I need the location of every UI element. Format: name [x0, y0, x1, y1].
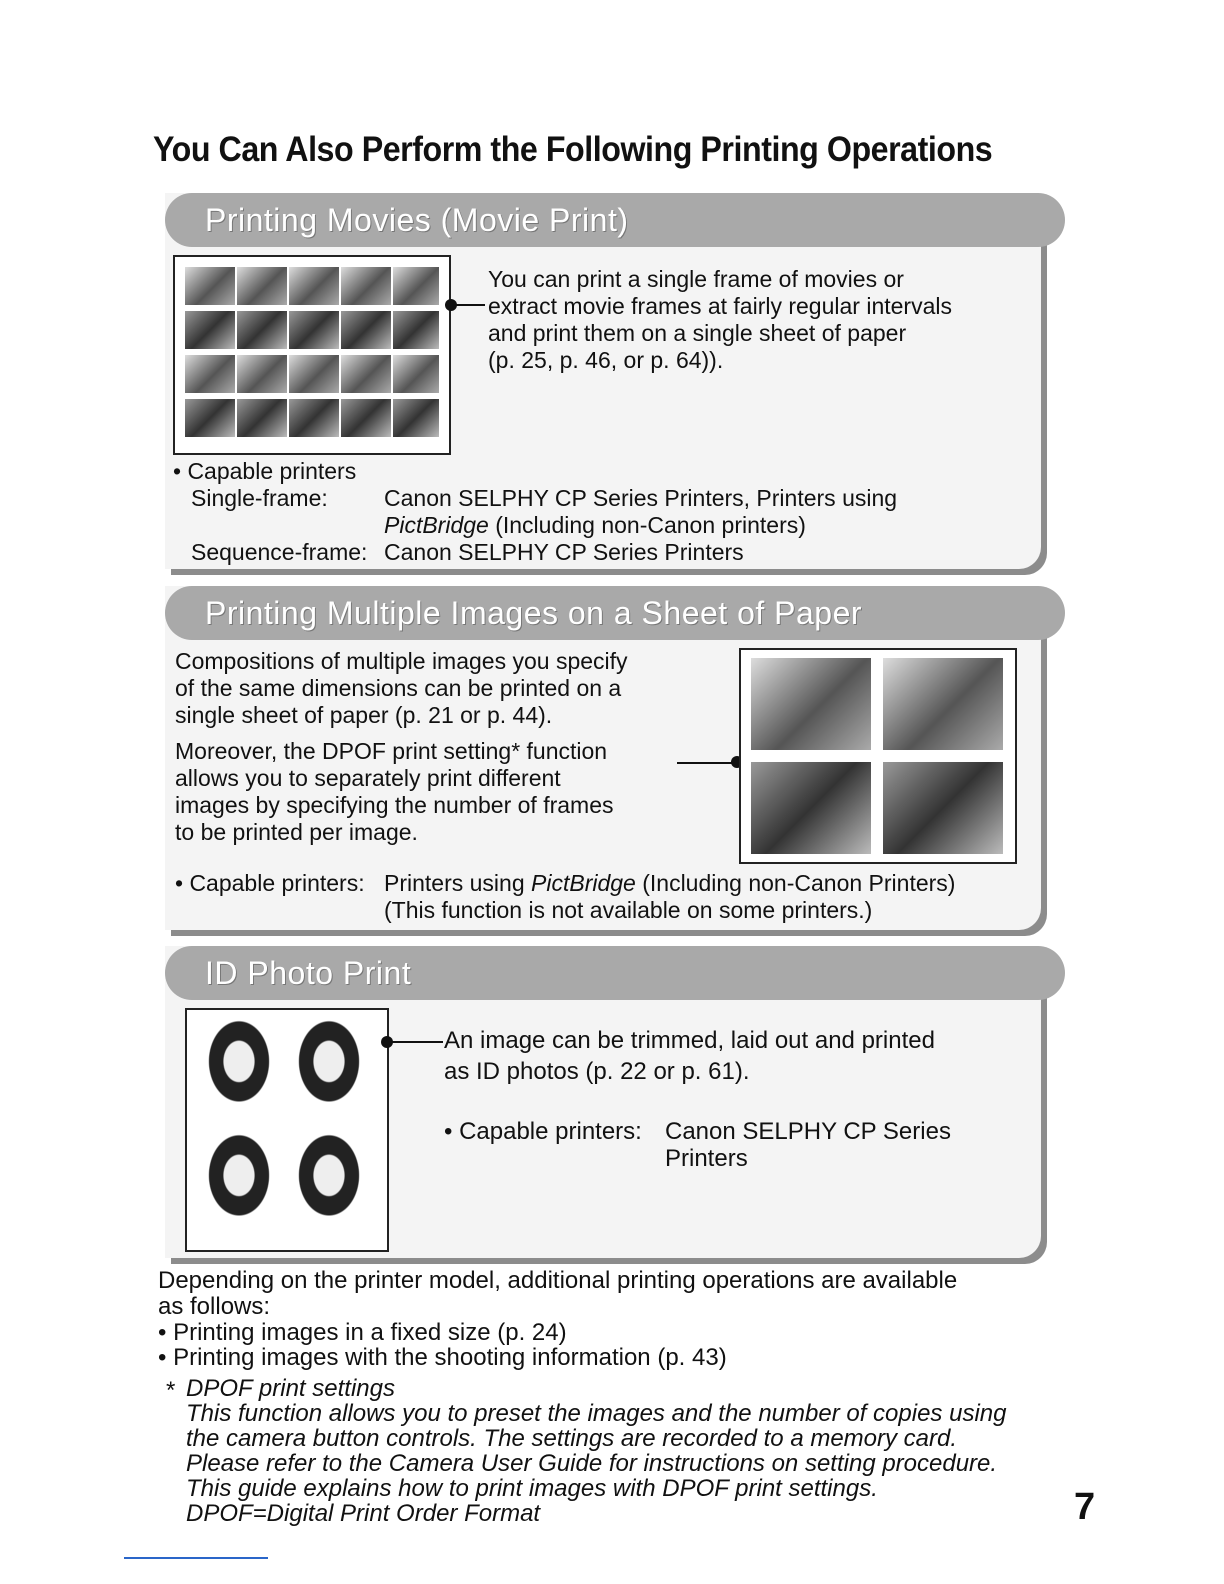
additional-intro-2: as follows:: [158, 1293, 271, 1320]
frame-thumb: [393, 355, 439, 393]
multiple-desc-2: of the same dimensions can be printed on a: [175, 675, 622, 701]
frame-thumb: [185, 355, 235, 393]
movie-print-panel: [165, 193, 1041, 569]
id-portrait: [291, 1020, 367, 1112]
multiple-images-banner: Printing Multiple Images on a Sheet of Paper: [165, 586, 1065, 640]
frame-thumb: [185, 267, 235, 305]
callout-line: [455, 304, 485, 306]
non-canon-text: (Including non-Canon Printers): [635, 870, 956, 896]
frame-thumb: [237, 311, 287, 349]
frame-thumb: [393, 399, 439, 437]
movie-desc-2: extract movie frames at fairly regular intervals: [488, 293, 952, 319]
footnote-line-2: This function allows you to preset the images and the number of copies using: [186, 1400, 1007, 1427]
id-desc-2: as ID photos (p. 22 or p. 61).: [444, 1058, 750, 1085]
page-title: You Can Also Perform the Following Printing Operations: [153, 130, 993, 169]
footnote-line-5: This guide explains how to print images with DPOF print settings.: [186, 1475, 878, 1502]
frame-thumb: [185, 399, 235, 437]
id-desc-1: An image can be trimmed, laid out and printed: [444, 1027, 935, 1054]
multiple-desc-1: Compositions of multiple images you specify: [175, 648, 628, 674]
frame-thumb: [341, 399, 391, 437]
multiple-desc-3: single sheet of paper (p. 21 or p. 44).: [175, 702, 553, 728]
image-thumb: [883, 762, 1003, 854]
non-canon-text: (Including non-Canon printers): [488, 512, 806, 538]
movie-single-label: Single-frame:: [191, 485, 328, 511]
callout-line: [391, 1041, 443, 1043]
id-photo-image: [185, 1008, 389, 1252]
footnote-line-6: DPOF=Digital Print Order Format: [186, 1500, 541, 1527]
frame-thumb: [341, 355, 391, 393]
movie-capable-label: • Capable printers: [173, 458, 357, 484]
footnote-line-1: DPOF print settings: [186, 1375, 395, 1402]
movie-desc-1: You can print a single frame of movies or: [488, 266, 904, 292]
pictbridge-text: PictBridge: [531, 870, 636, 896]
image-thumb: [751, 762, 871, 854]
movie-print-banner: Printing Movies (Movie Print): [165, 193, 1065, 247]
id-capable-label: • Capable printers:: [444, 1118, 642, 1145]
multiple-images-photo: [739, 648, 1017, 864]
id-portrait: [291, 1134, 367, 1226]
multiple-desc2-2: allows you to separately print different: [175, 765, 561, 791]
additional-item-2: • Printing images with the shooting information (p. 43): [158, 1344, 727, 1371]
pictbridge-text: PictBridge: [384, 512, 489, 538]
image-thumb: [883, 658, 1003, 750]
multiple-desc2-3: images by specifying the number of frames: [175, 792, 614, 818]
image-thumb: [751, 658, 871, 750]
frame-thumb: [185, 311, 235, 349]
movie-sequence-value: Canon SELPHY CP Series Printers: [384, 539, 744, 565]
multiple-capable-value: [384, 870, 955, 897]
frame-thumb: [393, 267, 439, 305]
footnote-line-4: Please refer to the Camera User Guide for instructions on setting procedure.: [186, 1450, 998, 1477]
frame-thumb: [289, 311, 339, 349]
frame-thumb: [341, 311, 391, 349]
movie-sequence-label: Sequence-frame:: [191, 539, 368, 565]
additional-intro-1: Depending on the printer model, additional printing operations are available: [158, 1267, 958, 1294]
frame-thumb: [289, 355, 339, 393]
movie-desc-3: and print them on a single sheet of paper: [488, 320, 907, 346]
id-capable-value-1: Canon SELPHY CP Series: [665, 1118, 951, 1145]
movie-desc-4: (p. 25, p. 46, or p. 64)).: [488, 347, 724, 373]
footer-rule: [124, 1557, 268, 1559]
frame-thumb: [341, 267, 391, 305]
frame-thumb: [237, 355, 287, 393]
id-capable-value-2: Printers: [665, 1145, 748, 1172]
frame-thumb: [393, 311, 439, 349]
id-portrait: [201, 1020, 277, 1112]
movie-single-value-2: [384, 512, 806, 539]
callout-line: [677, 762, 733, 764]
id-photo-panel: [165, 946, 1041, 1258]
multiple-capable-label: • Capable printers:: [175, 870, 365, 896]
multiple-images-panel: [165, 586, 1041, 930]
footnote-line-3: the camera button controls. The settings are recorded to a memory card.: [186, 1425, 958, 1452]
id-photo-banner: ID Photo Print: [165, 946, 1065, 1000]
movie-frames-image: [173, 255, 451, 455]
frame-thumb: [237, 399, 287, 437]
multiple-desc2-1: Moreover, the DPOF print setting* function: [175, 738, 608, 764]
page-number: 7: [1074, 1486, 1096, 1528]
multiple-capable-note: (This function is not available on some printers.): [384, 897, 873, 923]
printers-using-text: Printers using: [384, 870, 532, 896]
movie-single-value: Canon SELPHY CP Series Printers, Printers using: [384, 485, 898, 511]
frame-thumb: [289, 399, 339, 437]
additional-item-1: • Printing images in a fixed size (p. 24): [158, 1319, 567, 1346]
id-portrait: [201, 1134, 277, 1226]
footnote-marker: *: [165, 1377, 175, 1404]
frame-thumb: [237, 267, 287, 305]
frame-thumb: [289, 267, 339, 305]
multiple-desc2-4: to be printed per image.: [175, 819, 418, 845]
